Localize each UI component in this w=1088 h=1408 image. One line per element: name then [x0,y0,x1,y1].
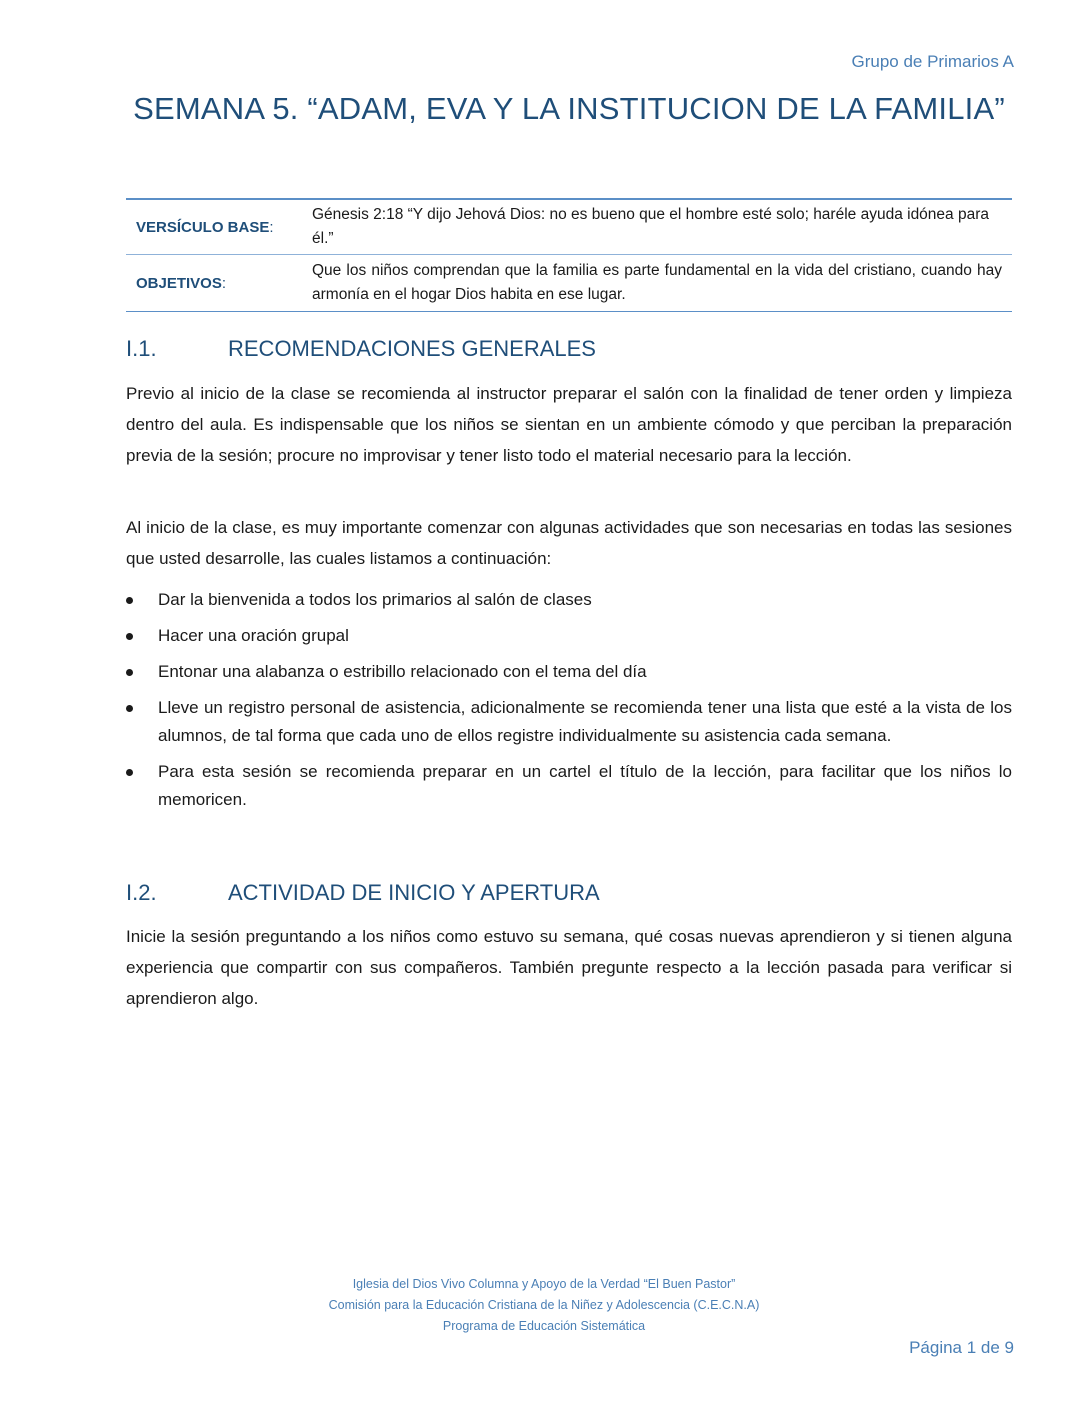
verse-row [126,199,1012,255]
objectives-text: Que los niños comprendan que la familia es parte fundamental en la vida del cristiano, cuando hay armonía en el hogar Dios habita en ese lugar. [312,262,1002,303]
objectives-row [126,255,1012,312]
section-title: ACTIVIDAD DE INICIO Y APERTURA [228,880,600,905]
paragraph-actividades: Al inicio de la clase, es muy importante comenzar con algunas actividades que son necesarias en todas las sesiones que usted desarrolle, las cuales listamos a continuación: [126,518,1012,568]
page-title: SEMANA 5. “ADAM, EVA Y LA INSTITUCION DE LA FAMILIA” [133,91,1005,126]
list-item [126,694,1012,750]
bullet-icon [126,597,133,604]
page-number: Página 1 de 9 [909,1338,1014,1357]
objectives-label: OBJETIVOS [136,274,222,292]
header-group-label: Grupo de Primarios A [851,52,1014,71]
activities-list [126,586,1012,822]
lesson-info-table [126,198,1012,312]
objectives-label-colon: : [221,274,227,292]
objectives-label-cell [126,255,312,312]
list-item-text: Lleve un registro personal de asistencia, adicionalmente se recomienda tener una lista que esté a la vista de los alumnos, de tal forma que cada uno de ellos registre individualmente su asistencia cada semana. [158,698,1012,745]
list-item-text: Hacer una oración grupal [158,626,349,645]
paragraph-inicio-sesion: Inicie la sesión preguntando a los niños como estuvo su semana, qué cosas nuevas aprendieron y si tienen alguna experiencia que compartir con sus compañeros. También pregunte respecto a la lección pasada para verificar si aprendieron algo. [126,927,1012,1008]
section-title: RECOMENDACIONES GENERALES [228,336,596,361]
verse-label-cell [126,199,312,255]
bullet-icon [126,705,133,712]
bullet-icon [126,633,133,640]
verse-label-colon: : [269,218,274,236]
bullet-icon [126,769,133,776]
list-item-text: Entonar una alabanza o estribillo relacionado con el tema del día [158,662,647,681]
list-item [126,658,1012,686]
verse-label: VERSÍCULO BASE [136,218,270,236]
bullet-icon [126,669,133,676]
list-item [126,758,1012,814]
section-heading-actividad-inicio [126,880,600,906]
list-item-text: Para esta sesión se recomienda preparar en un cartel el título de la lección, para facilitar que los niños lo memoricen. [158,762,1012,809]
page-footer [126,1274,962,1337]
section-number: I.1. [126,336,157,361]
footer-church: Iglesia del Dios Vivo Columna y Apoyo de la Verdad “El Buen Pastor” [352,1277,736,1291]
section-heading-recomendaciones [126,336,596,362]
list-item [126,622,1012,650]
footer-commission: Comisión para la Educación Cristiana de la Niñez y Adolescencia (C.E.C.N.A) [328,1298,760,1312]
verse-text: Génesis 2:18 “Y dijo Jehová Dios: no es bueno que el hombre esté solo; haréle ayuda idónea para él.” [312,199,1012,255]
footer-program: Programa de Educación Sistemática [442,1319,646,1333]
paragraph-preparacion: Previo al inicio de la clase se recomienda al instructor preparar el salón con la finalidad de tener orden y limpieza dentro del aula. Es indispensable que los niños se sientan en un ambiente cómodo y que perciban la preparación previa de la sesión; procure no improvisar y tener listo todo el material necesario para la lección. [126,384,1012,465]
list-item-text: Dar la bienvenida a todos los primarios al salón de clases [158,590,592,609]
list-item [126,586,1012,614]
section-number: I.2. [126,880,157,905]
